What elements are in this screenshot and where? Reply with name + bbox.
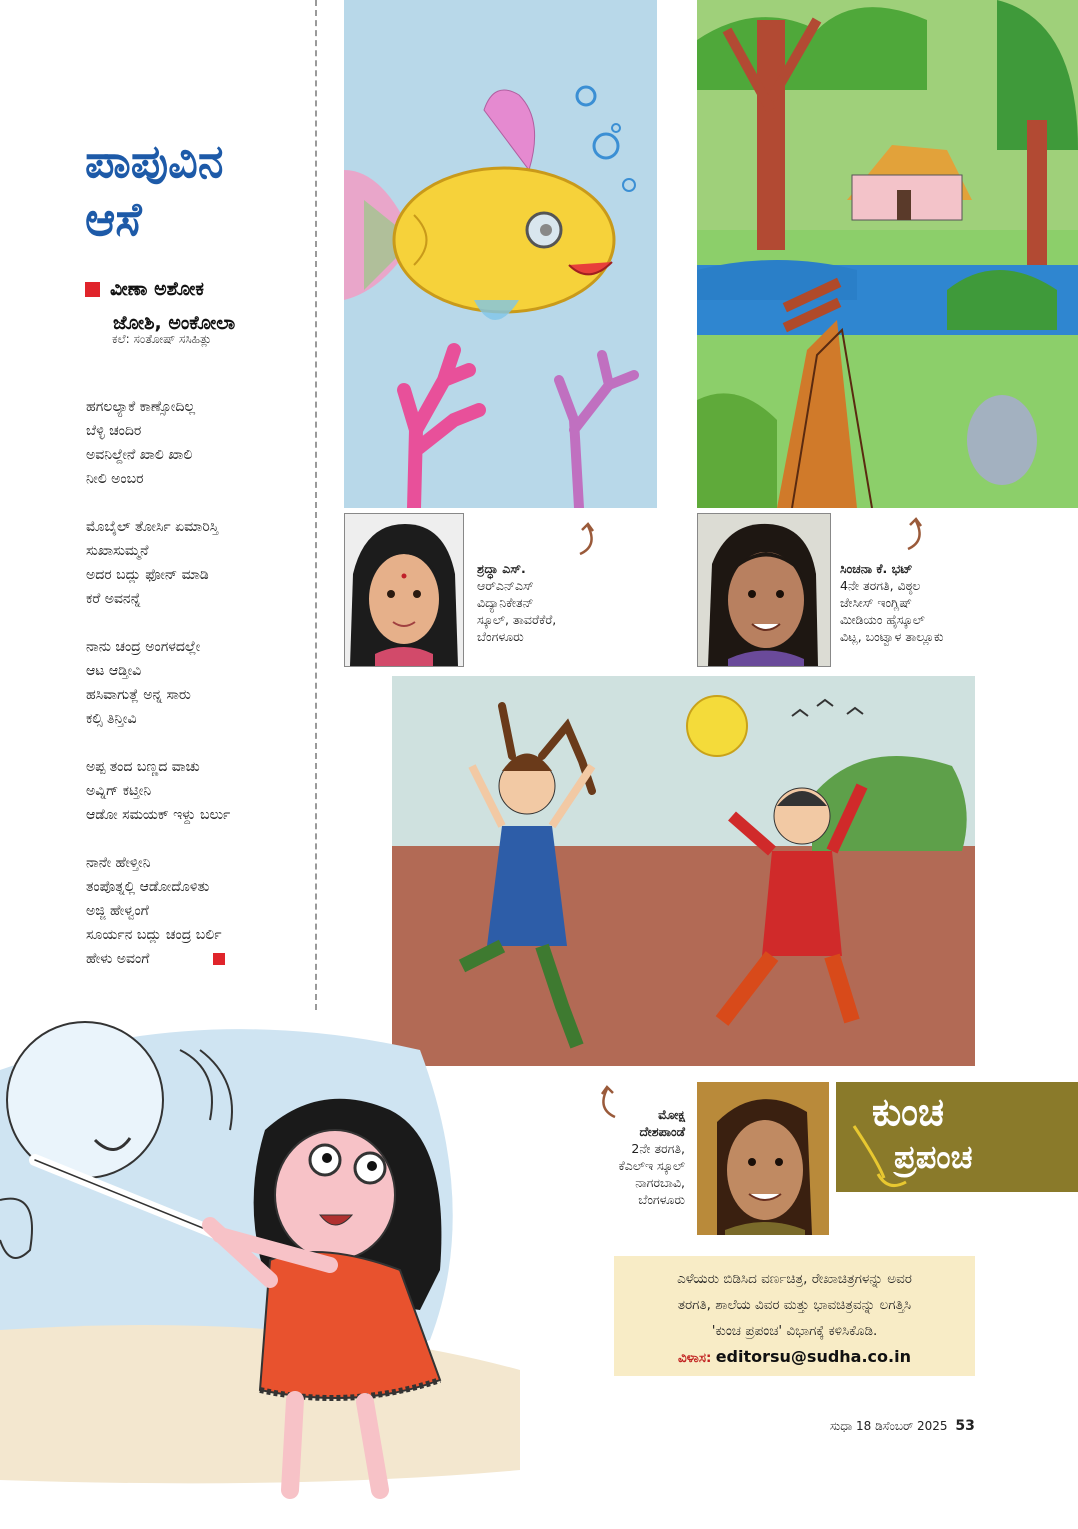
- poem-line: ಅವನಿಲ್ದೇನೆ ಖಾಲಿ ಖಾಲಿ: [86, 447, 193, 463]
- artist-detail: ಸ್ಕೂಲ್, ತಾವರೆಕೆರೆ,: [477, 612, 557, 627]
- artist-detail: ವಿದ್ಯಾನಿಕೇತನ್: [477, 595, 534, 610]
- poem-line: ಹಗಲಲ್ಯಾಕೆ ಕಾಣ್ಸೋದಿಲ್ಲ: [86, 399, 196, 415]
- info-line: ಎಳೆಯರು ಬಿಡಿಸಿದ ವರ್ಣಚಿತ್ರ, ರೇಖಾಚಿತ್ರಗಳನ್ನು ಅವರ: [677, 1271, 912, 1287]
- column-divider: [315, 0, 317, 1010]
- artist-detail: ಆರ್‌ಎನ್‌ಎಸ್: [477, 578, 534, 593]
- landscape-drawing: [697, 0, 1078, 508]
- poem-line: ಬೆಳ್ಳಿ ಚಂದಿರ: [86, 423, 142, 439]
- artist-detail: ಮೀಡಿಯಂ ಹೈಸ್ಕೂಲ್: [840, 612, 925, 627]
- artist-detail: ಜೇಸೀಸ್ ಇಂಗ್ಲಿಷ್: [840, 595, 912, 610]
- stanza: [86, 635, 306, 731]
- poem-line: ಹೇಳು ಅವಂಗೆ: [86, 951, 150, 967]
- submission-info-box: [614, 1256, 975, 1376]
- poem-line: ಹಸಿವಾಗುತ್ಲೆ ಅನ್ನ ಸಾರು: [86, 687, 191, 703]
- poem-line: ಕರೆ ಅವನನ್ನೆ: [86, 591, 141, 607]
- stanza: [86, 755, 306, 827]
- poem-title-line1: ಪಾಪುವಿನ: [85, 134, 224, 188]
- illustration-credit: ಕಲೆ: ಸಂತೋಷ್ ಸಸಿಹಿತ್ಲು: [112, 332, 212, 346]
- artist-caption-shraddha: [477, 560, 595, 645]
- stanza: [86, 515, 306, 611]
- artist-photo-shraddha: [344, 513, 464, 667]
- magazine-name: ಸುಧಾ: [830, 1419, 853, 1433]
- paintbrush-icon: [848, 1122, 908, 1192]
- artist-caption-sinchana: [840, 560, 990, 645]
- poem-title-line2: ಆಸೆ: [85, 192, 142, 246]
- artist-name: ಶ್ರದ್ಧಾ ಎಸ್.: [477, 561, 526, 576]
- artist-name: ದೇಶಪಾಂಡೆ: [639, 1124, 685, 1139]
- poem-line: ಕಲ್ಸಿ ತಿನ್ತೀವಿ: [86, 711, 137, 727]
- poem-line-last: [86, 947, 306, 971]
- curved-arrow-icon: [572, 520, 602, 556]
- fish-drawing: [344, 0, 657, 508]
- poem-line: ಅಜ್ಜಿ ಹೇಳ್ವಂಗೆ: [86, 903, 149, 919]
- poem-line: ಸುಖಾಸುಮ್ಮನೆ: [86, 543, 149, 559]
- info-line: ತರಗತಿ, ಶಾಲೆಯ ವಿವರ ಮತ್ತು ಭಾವಚಿತ್ರವನ್ನು ಲಗತ್ತಿಸಿ: [677, 1297, 912, 1313]
- author-line2: ಜೋಶಿ, ಅಂಕೋಲಾ: [113, 312, 236, 334]
- poem-line: ಅವ್ನಿಗ್ ಕಟ್ತೀನಿ: [86, 783, 152, 799]
- curved-arrow-icon: [900, 515, 930, 551]
- email-link[interactable]: editorsu@sudha.co.in: [715, 1347, 911, 1366]
- poem-body: [86, 395, 306, 995]
- artist-detail: 4ನೇ ತರಗತಿ, ವಿಠ್ಠಲ: [840, 578, 921, 593]
- poem-line: ನಾನು ಚಂದ್ರ ಅಂಗಳದಲ್ಲೇ: [86, 639, 201, 655]
- artist-detail: 2ನೇ ತರಗತಿ,: [631, 1141, 685, 1156]
- poem-line: ತಂಪೊತ್ನಲ್ಲಿ ಆಡೋದೊಳಿತು: [86, 879, 210, 895]
- poem-line: ನೀಲಿ ಅಂಬರ: [86, 471, 144, 487]
- poem-line: ನಾನೇ ಹೇಳ್ತೀನಿ: [86, 855, 151, 871]
- poem-line: ಆಟ ಆಡ್ತೀವಿ: [86, 663, 142, 679]
- poem-line: ಮೊಬೈಲ್ ತೋರ್ಸಿ ಏಮಾರಿಸ್ತಿ: [86, 519, 219, 535]
- stanza: [86, 395, 306, 491]
- address-label: ವಿಳಾಸ:: [678, 1350, 712, 1366]
- kids-playing-drawing: [392, 676, 975, 1066]
- girl-and-moon-illustration: [0, 1010, 620, 1525]
- page-footer: [830, 1418, 975, 1434]
- poem-title: [85, 132, 315, 248]
- poem-line: ಅಪ್ಪ ತಂದ ಬಣ್ಣದ ವಾಚು: [86, 759, 200, 775]
- artist-detail: ಕೆಎಲ್‌ಇ ಸ್ಕೂಲ್: [618, 1158, 685, 1173]
- stanza: [86, 851, 306, 971]
- artist-detail: ನಾಗರಬಾವಿ,: [635, 1175, 685, 1190]
- author-line1: ವೀಣಾ ಅಶೋಕ: [110, 278, 204, 300]
- artist-detail: ವಿಟ್ಲ, ಬಂಟ್ವಾಳ ತಾಲ್ಲೂಕು: [840, 629, 944, 644]
- red-square-marker: [85, 282, 100, 297]
- poem-line: ಸೂರ್ಯನ ಬದ್ಲು ಚಂದ್ರ ಬರ್ಲಿ: [86, 927, 222, 943]
- artist-name: ಸಿಂಚನಾ ಕೆ. ಭಟ್: [840, 561, 913, 576]
- artist-detail: ಬೆಂಗಳೂರು: [638, 1192, 685, 1207]
- end-marker: [213, 953, 225, 965]
- issue-date: 18 ಡಿಸೆಂಬರ್ 2025: [856, 1419, 948, 1433]
- poem-line: ಅದರ ಬದ್ಲು ಫೋನ್ ಮಾಡಿ: [86, 567, 209, 583]
- artist-name: ಮೋಕ್ಷ: [658, 1107, 685, 1122]
- info-line: 'ಕುಂಚ ಪ್ರಪಂಚ' ವಿಭಾಗಕ್ಕೆ ಕಳಿಸಿಕೊಡಿ.: [711, 1323, 878, 1339]
- page-number: 53: [955, 1418, 975, 1434]
- artist-photo-sinchana: [697, 513, 831, 667]
- poem-line: ಆಡೋ ಸಮಯಕ್ ಇಳ್ದು ಬರ್ಲು: [86, 807, 231, 823]
- section-word2: ಪ್ರಪಂಚ: [894, 1138, 973, 1176]
- artist-photo-moksha: [697, 1082, 829, 1235]
- poem-author: [85, 272, 325, 340]
- section-word1: ಕುಂಚ: [872, 1090, 944, 1134]
- artist-detail: ಬೆಂಗಳೂರು: [477, 629, 524, 644]
- section-banner: [836, 1082, 1078, 1192]
